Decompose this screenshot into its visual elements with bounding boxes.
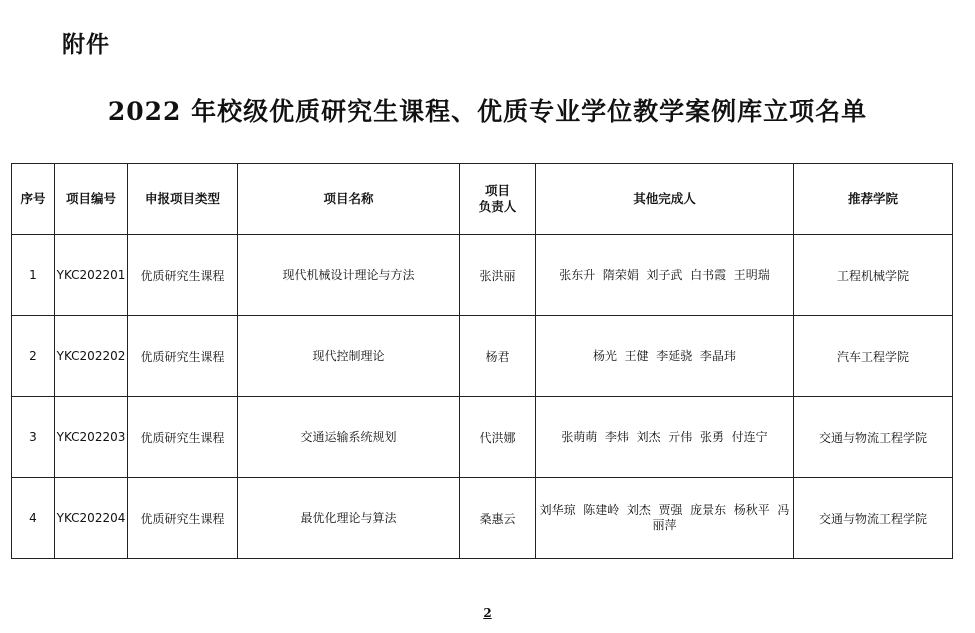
cell-leader: 张洪丽: [460, 235, 536, 316]
cell-college: 交通与物流工程学院: [794, 478, 953, 559]
header-college: 推荐学院: [794, 164, 953, 235]
cell-college: 交通与物流工程学院: [794, 397, 953, 478]
cell-college: 工程机械学院: [794, 235, 953, 316]
cell-members: 张萌萌 李炜 刘杰 亓伟 张勇 付连宁: [536, 397, 794, 478]
attachment-label: 附件: [62, 32, 110, 58]
cell-code: YKC202201: [55, 235, 128, 316]
table-row: [12, 316, 953, 397]
cell-type: 优质研究生课程: [128, 478, 238, 559]
cell-name: 现代控制理论: [238, 316, 460, 397]
cell-name: 现代机械设计理论与方法: [238, 235, 460, 316]
cell-code: YKC202202: [55, 316, 128, 397]
table-row: [12, 478, 953, 559]
cell-leader: 代洪娜: [460, 397, 536, 478]
header-seq: 序号: [12, 164, 55, 235]
cell-leader: 杨君: [460, 316, 536, 397]
cell-members: 张东升 隋荣娟 刘子武 白书霞 王明瑞: [536, 235, 794, 316]
table-row: [12, 397, 953, 478]
header-code: 项目编号: [55, 164, 128, 235]
document-title: 2022 年校级优质研究生课程、优质专业学位教学案例库立项名单: [107, 97, 868, 126]
cell-type: 优质研究生课程: [128, 235, 238, 316]
header-type: 申报项目类型: [128, 164, 238, 235]
cell-members: 刘华琼 陈建岭 刘杰 贾强 庞景东 杨秋平 冯丽萍: [536, 478, 794, 559]
table-row: [12, 235, 953, 316]
cell-seq: 3: [12, 397, 55, 478]
project-list-table: [11, 163, 953, 559]
page-number: 2: [483, 606, 492, 620]
header-members: 其他完成人: [536, 164, 794, 235]
cell-name: 最优化理论与算法: [238, 478, 460, 559]
cell-seq: 4: [12, 478, 55, 559]
cell-type: 优质研究生课程: [128, 397, 238, 478]
cell-name: 交通运输系统规划: [238, 397, 460, 478]
header-leader-line2: 负责人: [478, 199, 517, 214]
cell-code: YKC202203: [55, 397, 128, 478]
header-leader: [460, 164, 536, 235]
header-leader-line1: 项目: [484, 183, 510, 198]
cell-seq: 1: [12, 235, 55, 316]
cell-leader: 桑惠云: [460, 478, 536, 559]
cell-seq: 2: [12, 316, 55, 397]
table-header-row: [12, 164, 953, 235]
header-name: 项目名称: [238, 164, 460, 235]
cell-members: 杨光 王健 李延骁 李晶玮: [536, 316, 794, 397]
cell-code: YKC202204: [55, 478, 128, 559]
cell-college: 汽车工程学院: [794, 316, 953, 397]
cell-type: 优质研究生课程: [128, 316, 238, 397]
